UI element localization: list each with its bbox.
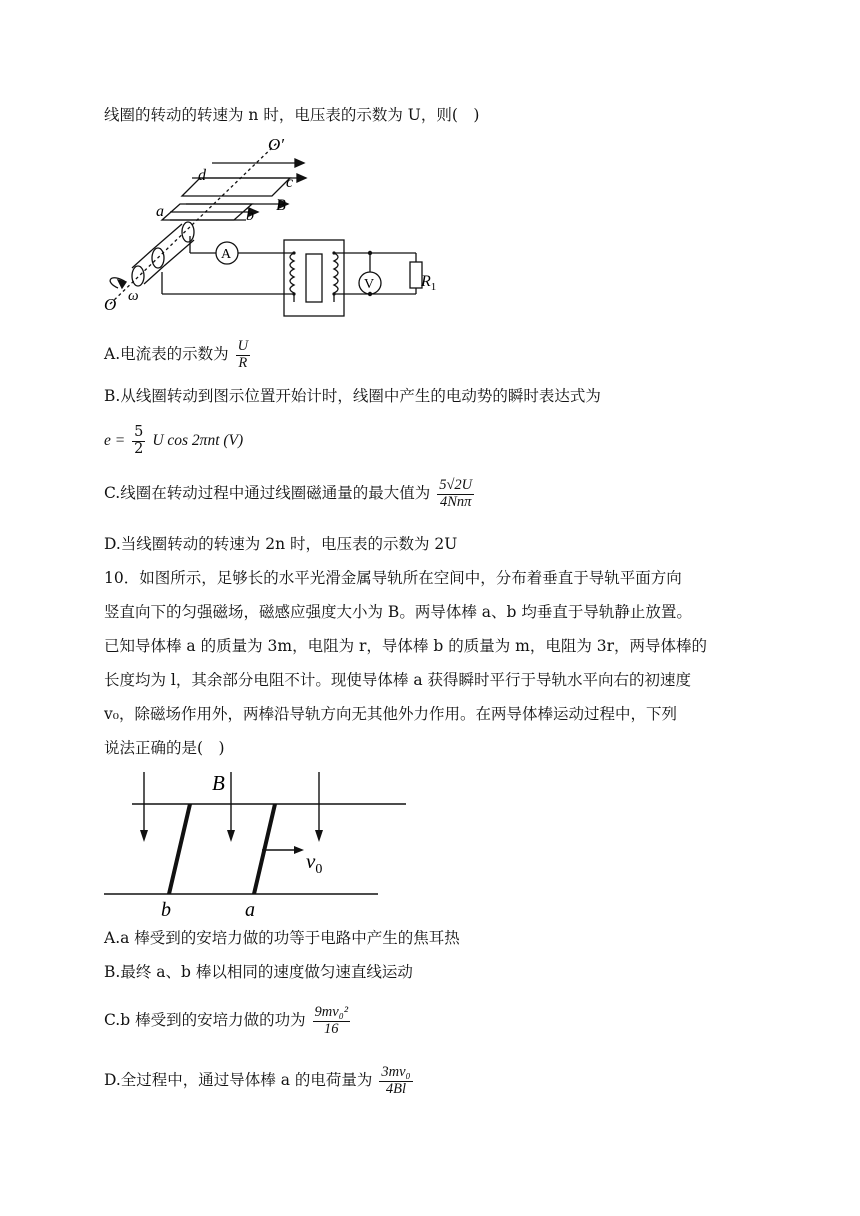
q9-option-c: C.线圈在转动过程中通过线圈磁通量的最大值为 $\frac{5√2U}{\text{4Nnπ}}$	[104, 477, 473, 510]
q10-option-b: B.最终 a、b 棒以相同的速度做匀速直线运动	[104, 963, 413, 981]
label-d: d	[198, 167, 206, 184]
ammeter-label: A	[221, 247, 232, 262]
q9-option-a: A.电流表的示数为 $\frac{U}{R}$	[104, 338, 249, 371]
label-omega: ω	[128, 288, 139, 304]
bar-b	[169, 804, 190, 894]
label-c: c	[286, 174, 294, 191]
label-field-b: B	[276, 197, 286, 214]
q10-line-4: 长度均为 l，其余部分电阻不计。现使导体棒 a 获得瞬时平行于导轨水平向右的初速度	[104, 671, 691, 689]
voltmeter-label: V	[364, 277, 375, 292]
q9-option-b: B.从线圈转动到图示位置开始计时，线圈中产生的电动势的瞬时表达式为	[104, 387, 601, 405]
label-bar-a: a	[245, 899, 255, 921]
q9-option-d: D.当线圈转动的转速为 2n 时，电压表的示数为 2U	[104, 535, 458, 553]
label-o: O	[104, 295, 117, 314]
q10-line-5: v₀，除磁场作用外，两棒沿导轨方向无其他外力作用。在两导体棒运动过程中，下列	[104, 705, 677, 723]
q10-line-2: 竖直向下的匀强磁场，磁感应强度大小为 B。两导体棒 a、b 均垂直于导轨静止放置。	[104, 603, 692, 621]
q10-line-1: 10．如图所示，足够长的水平光滑金属导轨所在空间中，分布着垂直于导轨平面方向	[104, 569, 682, 587]
q10-diagram	[100, 768, 420, 924]
q10-line-6: 说法正确的是( )	[104, 739, 225, 757]
q9-stem: 线圈的转动的转速为 n 时，电压表的示数为 U，则( )	[104, 106, 480, 124]
q9-option-b-formula: e = $\frac{5}{2}$ U cos 2πnt (V)	[104, 424, 244, 457]
label-o-prime: O′	[268, 135, 284, 154]
fraction-u-over-r: $\frac{U}{R}$	[237, 338, 249, 371]
label-b: b	[246, 207, 254, 224]
q10-option-d: D.全过程中，通过导体棒 a 的电荷量为 $\frac{\text{3mv₀}}{4Bl}$	[104, 1064, 411, 1097]
q9-diagram	[100, 132, 460, 318]
q10-option-c: C.b 棒受到的安培力做的功为 $\frac{\text{9mv₀²}}{16}$	[104, 1004, 349, 1037]
label-a: a	[156, 203, 164, 220]
label-v0: $v_0$	[306, 849, 323, 877]
q10-option-a: A.a 棒受到的安培力做的功等于电路中产生的焦耳热	[104, 929, 460, 947]
label-bar-b: b	[161, 899, 171, 921]
q10-line-3: 已知导体棒 a 的质量为 3m，电阻为 r，导体棒 b 的质量为 m，电阻为 3r，两导体棒的	[104, 637, 708, 655]
bar-a	[254, 804, 275, 894]
label-field-b: B	[212, 771, 225, 795]
resistor-label: $R_1$	[421, 273, 437, 293]
